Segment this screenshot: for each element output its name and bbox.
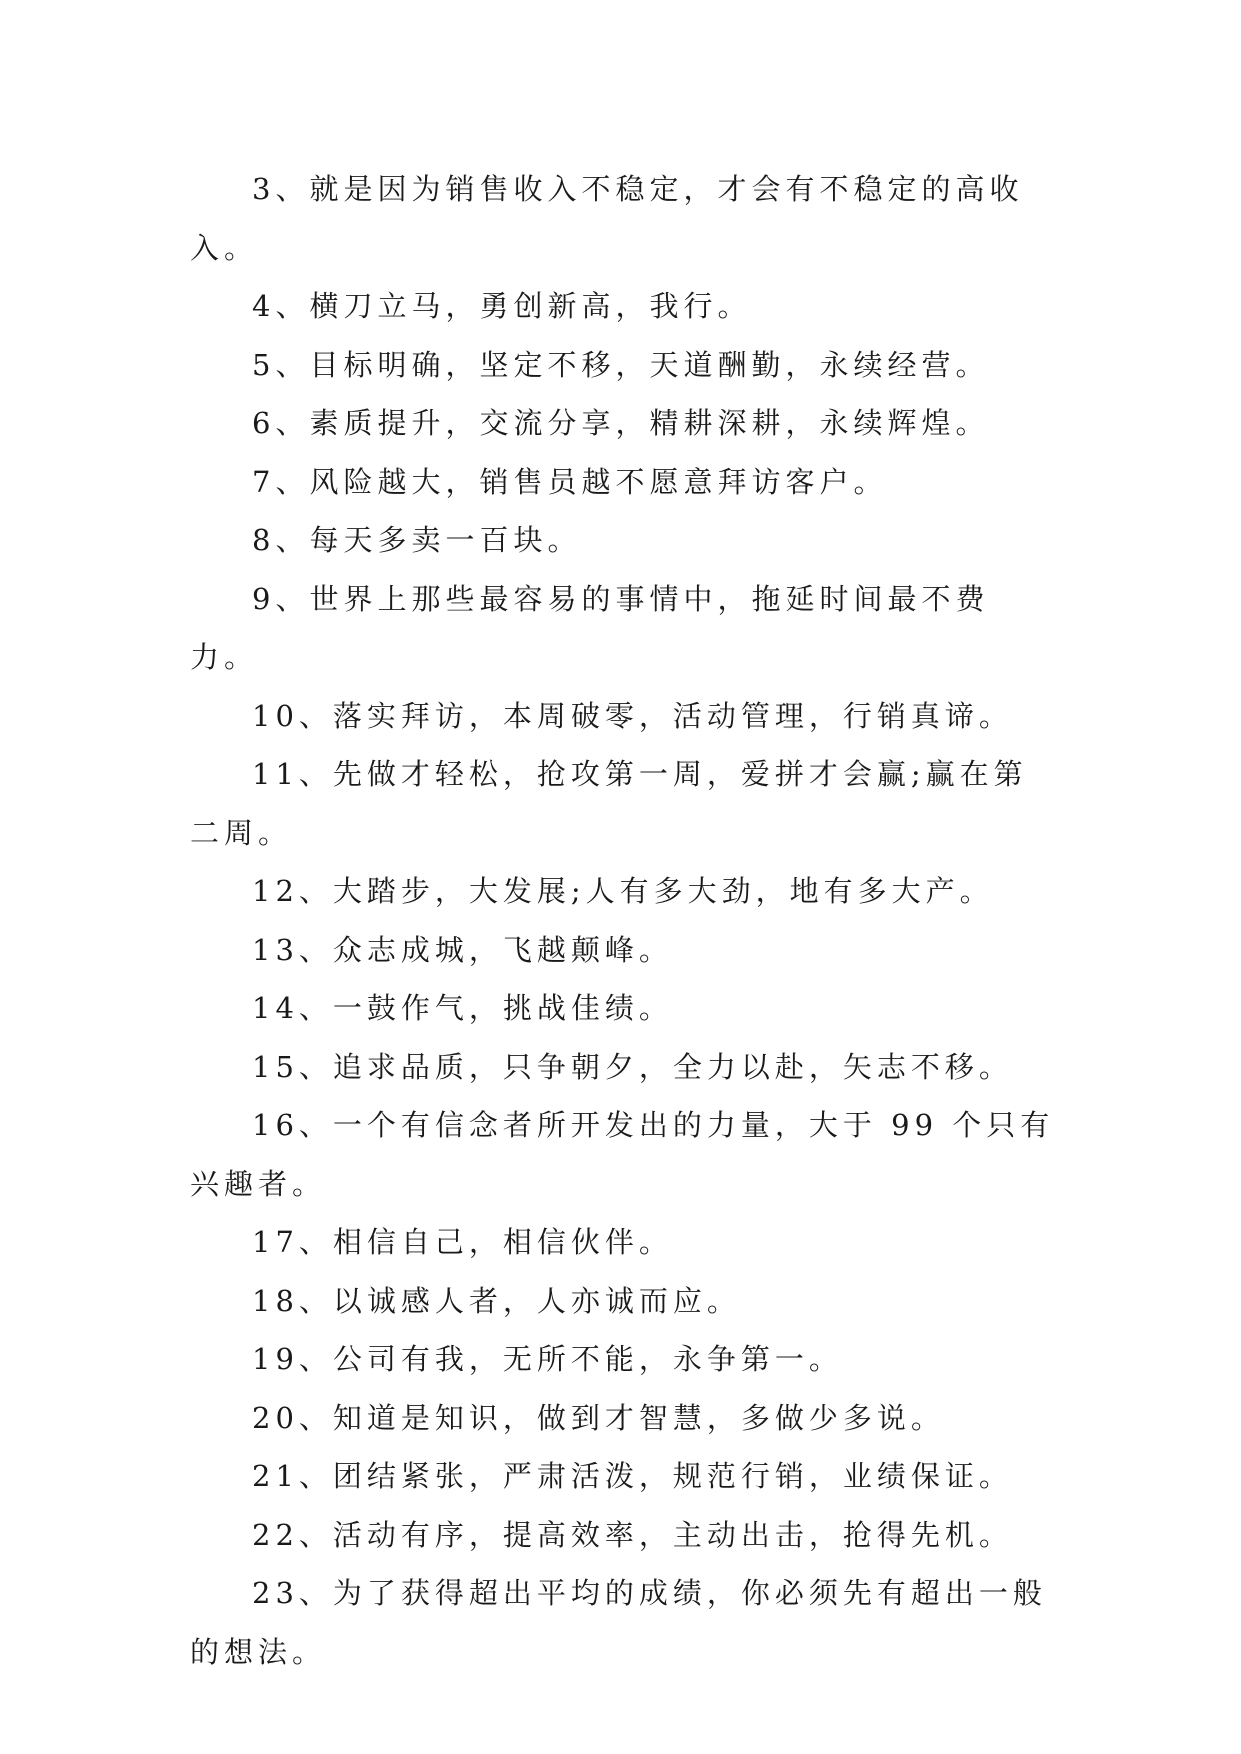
paragraph: 3、就是因为销售收入不稳定，才会有不稳定的高收入。 bbox=[190, 172, 1024, 265]
paragraph: 18、以诚感人者，人亦诚而应。 bbox=[252, 1283, 741, 1318]
paragraph: 13、众志成城，飞越颠峰。 bbox=[252, 932, 673, 967]
paragraph: 14、一鼓作气，挑战佳绩。 bbox=[252, 991, 673, 1025]
paragraph: 19、公司有我，无所不能，永争第一。 bbox=[252, 1342, 843, 1376]
paragraph: 17、相信自己，相信伙伴。 bbox=[252, 1225, 673, 1259]
paragraph: 21、团结紧张，严肃活泼，规范行销，业绩保证。 bbox=[252, 1459, 1013, 1493]
paragraph: 12、大踏步，大发展;人有多大劲，地有多大产。 bbox=[252, 874, 994, 908]
paragraph: 23、为了获得超出平均的成绩，你必须先有超出一般的想法。 bbox=[190, 1576, 1047, 1669]
paragraph: 8、每天多卖一百块。 bbox=[252, 523, 582, 557]
paragraph: 10、落实拜访，本周破零，活动管理，行销真谛。 bbox=[252, 698, 1013, 733]
paragraph: 9、世界上那些最容易的事情中，拖延时间最不费力。 bbox=[190, 581, 990, 674]
paragraph: 6、素质提升，交流分享，精耕深耕，永续辉煌。 bbox=[252, 406, 990, 440]
document-body bbox=[190, 160, 1056, 1681]
paragraph: 15、追求品质，只争朝夕，全力以赴，矢志不移。 bbox=[252, 1049, 1013, 1084]
paragraph: 5、目标明确，坚定不移，天道酬勤，永续经营。 bbox=[252, 347, 990, 382]
paragraph: 20、知道是知识，做到才智慧，多做少多说。 bbox=[252, 1400, 945, 1435]
paragraph: 4、横刀立马，勇创新高，我行。 bbox=[252, 289, 752, 323]
paragraph: 22、活动有序，提高效率，主动出击，抢得先机。 bbox=[252, 1517, 1013, 1552]
paragraph: 16、一个有信念者所开发出的力量，大于 99 个只有兴趣者。 bbox=[190, 1108, 1055, 1201]
paragraph: 11、先做才轻松，抢攻第一周，爱拼才会赢;赢在第二周。 bbox=[190, 757, 1028, 850]
paragraph: 7、风险越大，销售员越不愿意拜访客户。 bbox=[252, 464, 888, 499]
